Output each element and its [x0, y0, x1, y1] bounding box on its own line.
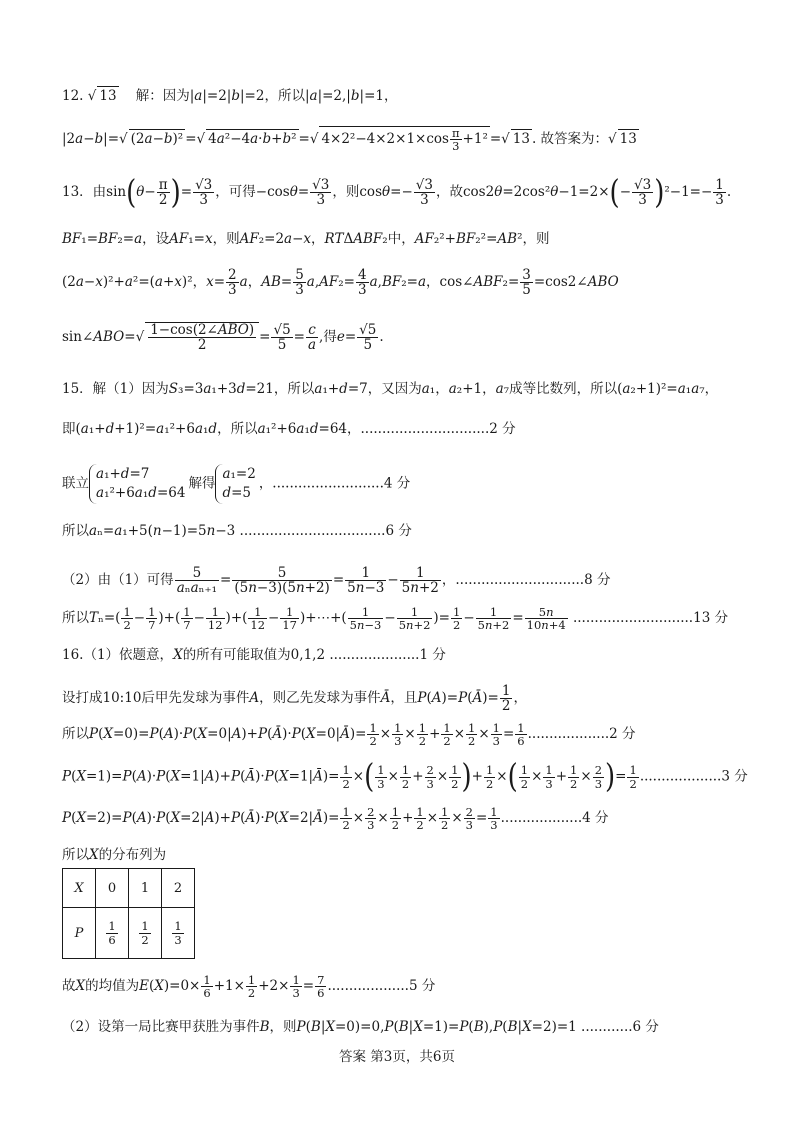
- line-15b: 即(a₁+d+1)²=a₁²+6a₁d，所以a₁²+6a₁d=64，..............................2 分: [62, 421, 516, 437]
- line-15c: 联立a₁+d=7 a₁²+6a₁d=64解得a₁=2 d=5，..........................4 分: [62, 464, 742, 504]
- line-16g: 故X的均值为E(X)=0× $\frac{1}{6}$ +1× $\frac{1}{2}$ +2× $\frac{1}{3}$ = $\frac{7}{6}$ ...................5 分: [62, 973, 436, 1001]
- line-16c: 所以P(X=0)=P(A)·P(X=0|A)+P(Ā)·P(X=0|Ā)= $\frac{1}{2}$ × $\frac{1}{3}$ × $\frac{1}{2}$ + $\frac{1}{2}$ × $\frac{1}{2}$ × $\frac{1}{3}$ = $\frac{1}{6}$ ...................2 分: [62, 721, 636, 749]
- line-13: 13．由sin(θ− $\frac{\pi}{2}$ )= $\frac{√3}{3}$ ，可得−cosθ= $\frac{√3}{3}$ ，则cosθ=− $\frac{√3}{3}$ ，故cos2θ=2cos²θ−1=2×(− $\frac{√3}{3}$ )²−1=− $\frac{1}{3}$ .: [62, 173, 732, 212]
- line-14b: (2a−x)²+a²=(a+x)²，x= $\frac{2}{3}$ a，AB= $\frac{5}{3}$ a,AF₂= $\frac{4}{3}$ a,BF₂=a，cos∠ABF₂= $\frac{3}{5}$ =cos2∠ABO: [62, 267, 619, 299]
- distribution-table: [62, 868, 195, 959]
- line-15: 15．解（1）因为S₃=3a₁+3d=21，所以a₁+d=7，又因为a₁，a₂+1，a₇成等比数列，所以(a₂+1)²=a₁a₇，: [62, 381, 719, 397]
- table-cell: 0: [96, 869, 129, 908]
- line-16h: （2）设第一局比赛甲获胜为事件B，则P(B|X=0)=0,P(B|X=1)=P(B),P(B|X=2)=1 ............6 分: [62, 1019, 659, 1035]
- page-footer: 答案 第3页，共6页: [339, 1049, 455, 1065]
- line-12b: |2a−b|=√ (2a−b)² =√ 4a²−4a·b+b² =√ 4×2²−4×2×1×cos $\frac{\pi}{3}$ +1² =√ 13 . 故答案为：√ 13: [62, 126, 637, 154]
- fraction: $\frac{1}{6}$: [108, 919, 116, 947]
- line-16: 16.（1）依题意，X的所有可能取值为0,1,2 .....................1 分: [62, 647, 446, 663]
- table-cell: P: [63, 908, 96, 959]
- table-row-probability: [63, 908, 195, 959]
- line-16f: 所以X的分布列为: [62, 847, 167, 863]
- line-15f: 所以Tₙ=( $\frac{1}{2}$ − $\frac{1}{7}$ )+( $\frac{1}{7}$ − $\frac{1}{12}$ )+( $\frac{1}{12}$ − $\frac{1}{17}$ )+⋯+( $\frac{1}{5n-3}$ − $\frac{1}{5n+2}$ )= $\frac{1}{2}$ − $\frac{1}{5n+2}$ = $\frac{5n}{10n+4}$ ............................13 分: [62, 605, 729, 633]
- line-12: 12. √ 13 解：因为|a|=2|b|=2，所以|a|=2,|b|=1，: [62, 88, 398, 104]
- line-16b: 设打成10:10后甲先发球为事件A，则乙先发球为事件Ā，且P(A)=P(Ā)= $\frac{1}{2}$ ，: [62, 683, 527, 715]
- line-15d: 所以aₙ=a₁+5(n−1)=5n−3 ..................................6 分: [62, 523, 412, 539]
- table-cell: [96, 908, 129, 959]
- table-row-header: [63, 869, 195, 908]
- line-14c: sin∠ABO=√ 1−cos(2∠ABO) 2 = $\frac{√5}{5}$ = $\frac{c}{a}$ ,得e= $\frac{√5}{5}$ .: [62, 322, 384, 354]
- table-cell: 2: [162, 869, 195, 908]
- fraction: $\frac{1}{2}$: [141, 919, 149, 947]
- table-cell: 1: [129, 869, 162, 908]
- line-16e: P(X=2)=P(A)·P(X=2|A)+P(Ā)·P(X=2|Ā)= $\frac{1}{2}$ × $\frac{2}{3}$ × $\frac{1}{2}$ + $\frac{1}{2}$ × $\frac{1}{2}$ × $\frac{2}{3}$ = $\frac{1}{3}$ ...................4 分: [62, 805, 609, 833]
- fraction: $\frac{1}{3}$: [174, 919, 182, 947]
- table-cell: X: [63, 869, 96, 908]
- line-14: BF₁=BF₂=a，设AF₁=x，则AF₂=2a−x，RTΔABF₂中，AF₂²+BF₂²=AB²，则: [62, 231, 550, 247]
- line-16d: P(X=1)=P(A)·P(X=1|A)+P(Ā)·P(X=1|Ā)= $\frac{1}{2}$ ×( $\frac{1}{3}$ × $\frac{1}{2}$ + $\frac{2}{3}$ × $\frac{1}{2}$ )+ $\frac{1}{2}$ ×( $\frac{1}{2}$ × $\frac{1}{3}$ + $\frac{1}{2}$ × $\frac{2}{3}$ )= $\frac{1}{2}$ ...................3 分: [62, 758, 748, 796]
- table-cell: [162, 908, 195, 959]
- line-15e: （2）由（1）可得 5 aₙaₙ₊₁ = $\frac{5}{(5n-3)(5n+2)}$ = $\frac{1}{5n-3}$ − $\frac{1}{5n+2}$ ，..............................8 分: [62, 565, 611, 597]
- table-cell: [129, 908, 162, 959]
